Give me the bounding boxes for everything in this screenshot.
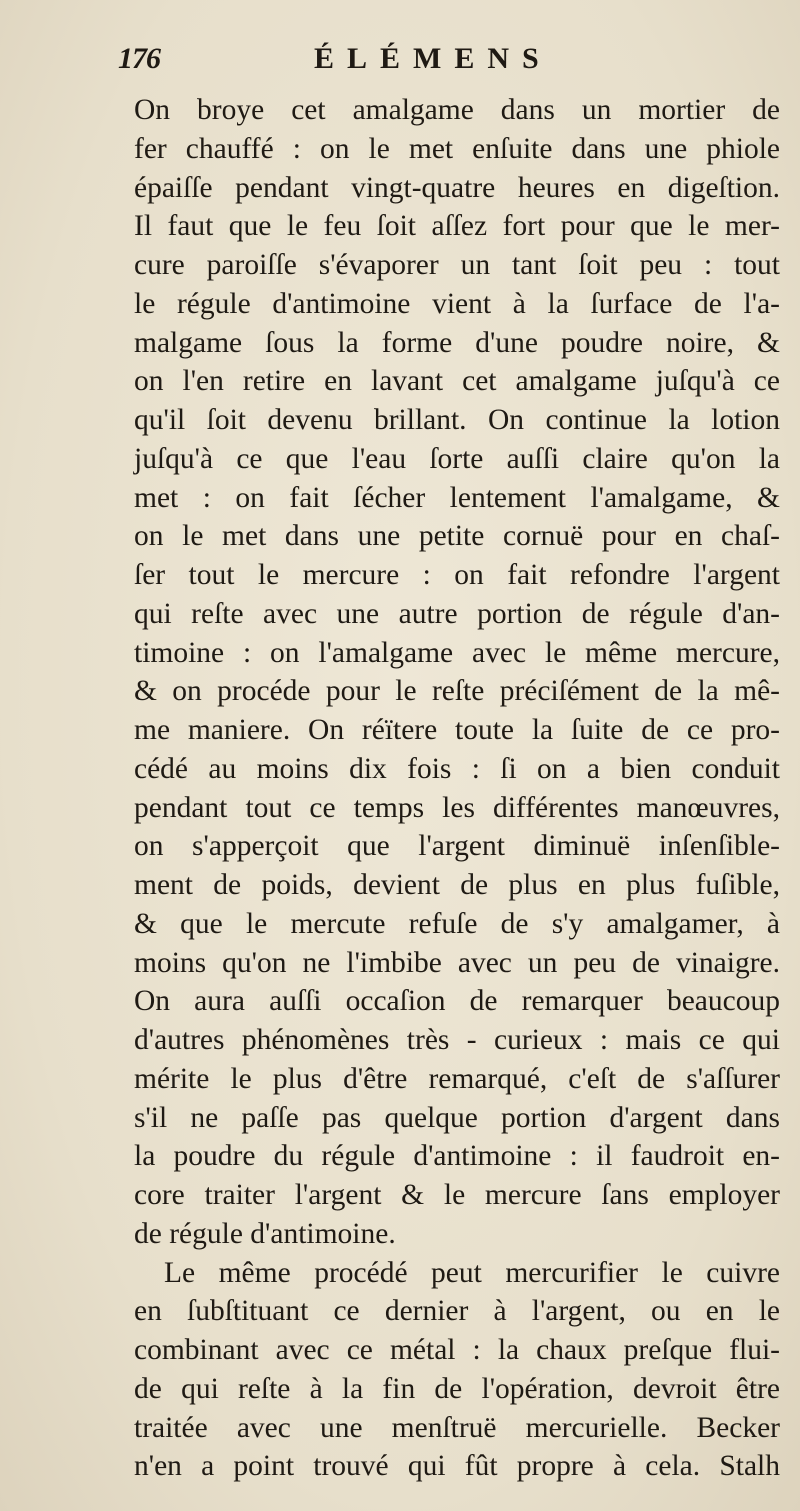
paragraph-2 xyxy=(134,1254,780,1487)
text-line: qu'il ſoit devenu brillant. On continue la lotion xyxy=(134,404,780,436)
page-header xyxy=(118,38,718,88)
text-line: timoine : on l'amalgame avec le même mercure, xyxy=(134,636,780,669)
text-line: me maniere. On réïtere toute la ſuite de ce pro- xyxy=(134,714,780,746)
text-line: moins qu'on ne l'imbibe avec un peu de vinaigre. xyxy=(134,946,780,979)
text-line: traitée avec une menſtruë mercurielle. Becker xyxy=(134,1411,780,1444)
page-number: 176 xyxy=(118,42,160,75)
text-line: On aura auſſi occaſion de remarquer beaucoup xyxy=(134,985,780,1018)
text-line: malgame ſous la forme d'une poudre noire, & xyxy=(134,326,780,359)
text-line: de régule d'antimoine. xyxy=(134,1217,396,1250)
text-line: pendant tout ce temps les différentes manœuvres, xyxy=(134,791,780,824)
text-line: la poudre du régule d'antimoine : il faudroit en- xyxy=(134,1140,780,1173)
text-line: juſqu'à ce que l'eau ſorte auſſi claire qu'on la xyxy=(134,442,780,475)
text-line: s'il ne paſſe pas quelque portion d'argent dans xyxy=(134,1101,780,1134)
text-line: Il faut que le feu ſoit aſſez fort pour que le mer- xyxy=(134,210,780,243)
text-line: ment de poids, devient de plus en plus fuſible, xyxy=(134,869,780,901)
text-line: épaiſſe pendant vingt-quatre heures en digeſtion. xyxy=(134,171,780,204)
text-line: met : on fait ſécher lentement l'amalgame, & xyxy=(134,481,780,514)
text-line: combinant avec ce métal : la chaux preſque flui- xyxy=(134,1334,780,1366)
text-line: fer chauffé : on le met enſuite dans une phiole xyxy=(134,132,780,165)
paragraph-1 xyxy=(134,91,780,1254)
text-line: le régule d'antimoine vient à la ſurface de l'a- xyxy=(134,287,780,320)
text-line: & que le mercute refuſe de s'y amalgamer, à xyxy=(134,907,780,940)
text-line: n'en a point trouvé qui fût propre à cela. Stalh xyxy=(134,1450,780,1483)
text-line: on le met dans une petite cornuë pour en chaſ- xyxy=(134,520,780,553)
text-line: & on procéde pour le reſte préciſément de la mê- xyxy=(134,675,780,708)
text-line: core traiter l'argent & le mercure ſans employer xyxy=(134,1179,780,1211)
text-line: Le même procédé peut mercurifier le cuivre xyxy=(164,1256,780,1289)
text-line: qui reſte avec une autre portion de régule d'an- xyxy=(134,597,780,630)
text-line: en ſubſtituant ce dernier à l'argent, ou en le xyxy=(134,1295,780,1328)
body-text xyxy=(134,91,780,1486)
text-line: cure paroiſſe s'évaporer un tant ſoit peu : tout xyxy=(134,249,780,281)
text-line: d'autres phénomènes très - curieux : mais ce qui xyxy=(134,1024,780,1056)
text-line: on s'apperçoit que l'argent diminuë inſenſible- xyxy=(134,830,780,863)
running-title: ÉLÉMENS xyxy=(314,42,552,75)
text-line: mérite le plus d'être remarqué, c'eſt de s'aſſurer xyxy=(134,1062,780,1095)
text-line: cédé au moins dix fois : ſi on a bien conduit xyxy=(134,752,780,785)
text-line: On broye cet amalgame dans un mortier de xyxy=(134,94,780,126)
text-line: on l'en retire en lavant cet amalgame juſqu'à ce xyxy=(134,365,780,398)
text-line: de qui reſte à la fin de l'opération, devroit être xyxy=(134,1372,780,1405)
text-line: ſer tout le mercure : on fait refondre l'argent xyxy=(134,559,780,591)
